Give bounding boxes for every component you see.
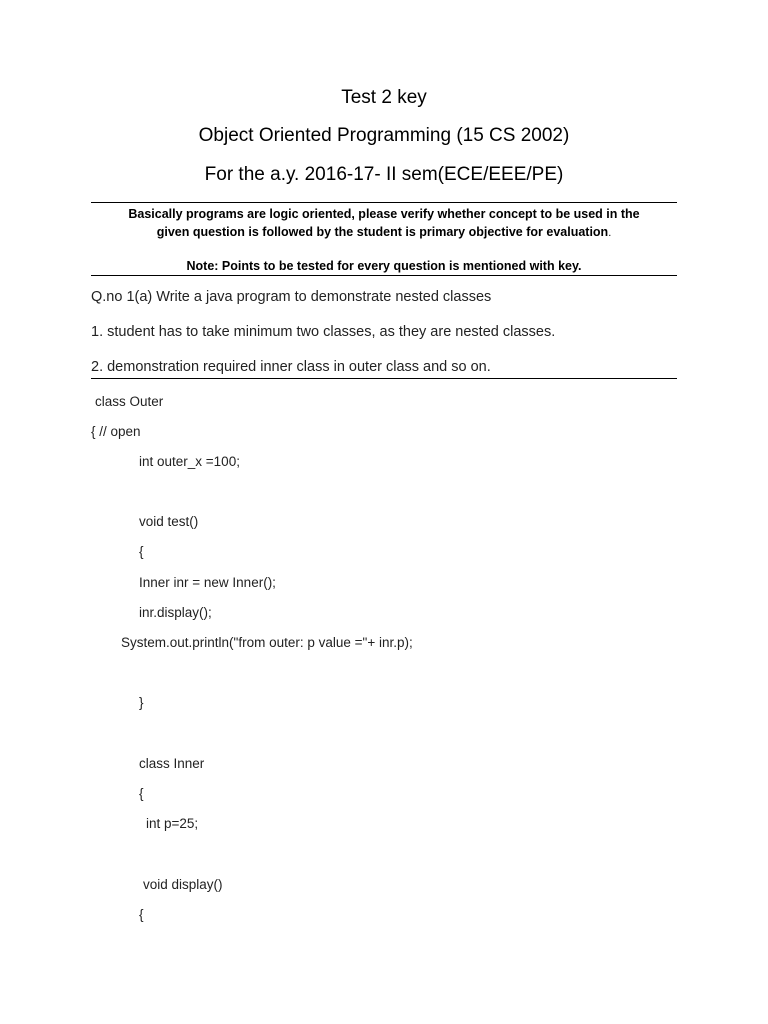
code-line: inr.display(); [139, 605, 212, 620]
point-2: 2. demonstration required inner class in outer class and so on. [91, 359, 491, 375]
code-line: { [139, 907, 144, 922]
code-line: { [139, 544, 144, 559]
evaluation-note-line2-text: given question is followed by the student is primary objective for evaluation [156, 225, 609, 239]
evaluation-note-line1: Basically programs are logic oriented, please verify whether concept to be used in the [128, 207, 640, 221]
code-line: { [139, 786, 144, 801]
point-1-number: 1. [91, 324, 104, 340]
divider-bottom [91, 378, 677, 379]
doc-title: Test 2 key [341, 87, 427, 108]
code-line: void display() [143, 877, 223, 892]
question-title: Q.no 1(a) Write a java program to demonstrate nested classes [91, 289, 492, 305]
evaluation-note [91, 205, 677, 242]
divider-top [91, 202, 677, 203]
code-line: class Outer [95, 394, 164, 409]
code-line: Inner inr = new Inner(); [139, 575, 276, 590]
code-line: class Inner [139, 756, 205, 771]
code-line: System.out.println("from outer: p value ="+ inr.p); [121, 635, 413, 650]
point-1-text: student has to take minimum two classes, as they are nested classes. [107, 324, 556, 340]
evaluation-note-period: . [608, 227, 612, 239]
evaluation-note-line2 [91, 223, 677, 242]
code-line: } [139, 695, 144, 710]
term-line: For the a.y. 2016-17- II sem(ECE/EEE/PE) [204, 164, 564, 185]
code-line: int p=25; [146, 816, 199, 831]
code-line: int outer_x =100; [139, 454, 240, 469]
point-1 [91, 324, 555, 340]
course-title: Object Oriented Programming (15 CS 2002) [198, 125, 570, 146]
divider-middle [91, 275, 677, 276]
points-note: Note: Points to be tested for every question is mentioned with key. [186, 259, 582, 273]
code-line: { // open [91, 424, 141, 439]
code-line: void test() [139, 514, 199, 529]
